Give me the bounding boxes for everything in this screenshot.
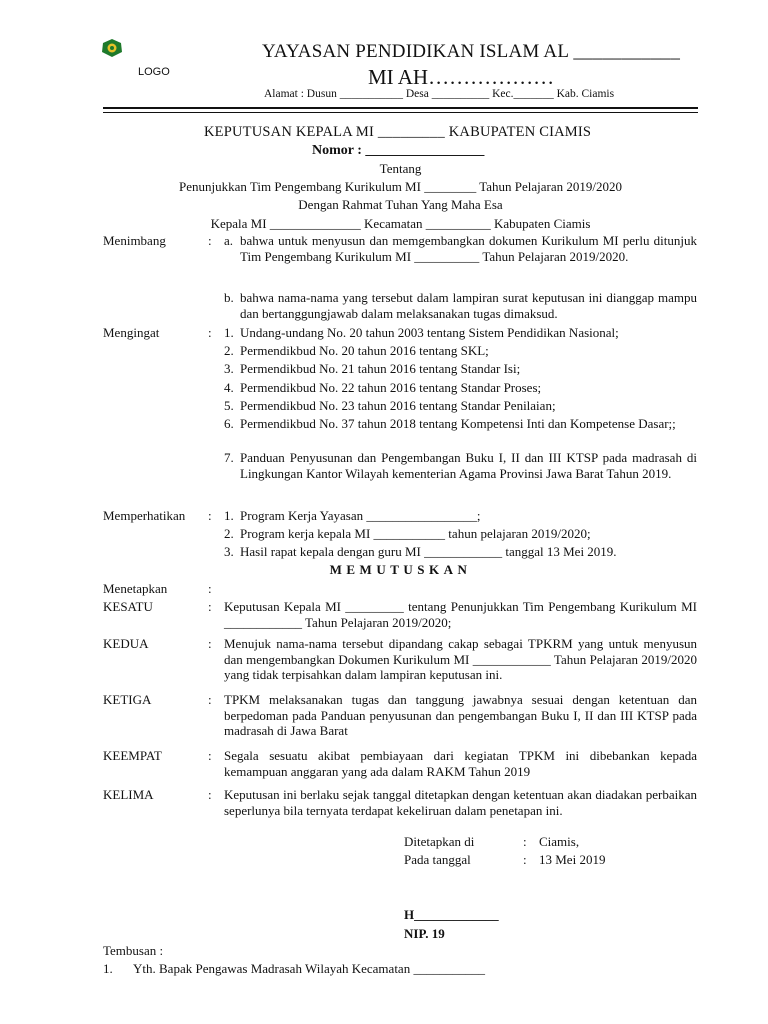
memperhatikan-label: Memperhatikan [103,508,186,523]
menimbang-item: bahwa untuk menyusun dan memgembangkan dokumen Kurikulum MI perlu ditunjuk Tim Pengembang Kurikulum MI __________ Tahun Pelajaran 2019/2020. [240,233,697,264]
kedua-label: KEDUA [103,636,149,651]
kelima-label: KELIMA [103,787,154,802]
mengingat-item: Permendikbud No. 20 tahun 2016 tentang SKL; [240,343,489,358]
colon: : [208,581,212,596]
colon: : [208,325,212,340]
kelima-text: Keputusan ini berlaku sejak tanggal ditetapkan dengan ketentuan akan diadakan perbaikan seperlunya bila ternyata terdapat kekeliruan dalam penetapan ini. [224,787,697,818]
kedua-text: Menujuk nama-nama tersebut dipandang cakap sebagai TPKRM yang untuk menyusun dan mengembangkan Dokumen Kurikulum MI ____________ Tahun Pelajaran 2019/2020 yang tidak terpisahkan dalam lampiran keputusan ini. [224,636,697,682]
colon: : [208,508,212,523]
keempat-text: Segala sesuatu akibat pembiayaan dari kegiatan TPKM ini dibebankan kepada kemampuan anggaran yang ada dalam RAKM Tahun 2019 [224,748,697,779]
list-marker: 3. [224,544,234,559]
place-value: Ciamis, [539,834,580,849]
kesatu-text: Keputusan Kepala MI _________ tentang Penunjukkan Tim Pengembang Kurikulum MI ____________ Tahun Pelajaran 2019/2020; [224,599,697,630]
colon: : [208,692,212,707]
list-marker: 7. [224,450,234,465]
list-marker: 1. [224,325,234,340]
header-rule-thick [103,107,698,109]
tembusan-item: Yth. Bapak Pengawas Madrasah Wilayah Kecamatan ___________ [133,961,485,976]
header-rule-thin [103,112,698,113]
memutuskan-heading: MEMUTUSKAN [329,562,472,577]
place-label: Ditetapkan di [404,834,475,849]
mengingat-item: Panduan Penyusunan dan Pengembangan Buku I, II dan III KTSP pada madrasah di Lingkungan Kantor Wilayah kementerian Agama Provinsi Jawa Barat Tahun 2019. [240,450,697,481]
address-line: Alamat : Dusun ___________ Desa __________ Kec._______ Kab. Ciamis [264,88,615,100]
memperhatikan-item: Hasil rapat kepala dengan guru MI ____________ tanggal 13 Mei 2019. [240,544,617,559]
list-marker: 4. [224,380,234,395]
colon: : [208,233,212,248]
signatory-nip: NIP. 19 [404,926,445,941]
rahmat-line: Dengan Rahmat Tuhan Yang Maha Esa [298,197,503,212]
colon: : [523,852,527,867]
list-marker: 1. [224,508,234,523]
list-marker: 3. [224,361,234,376]
decree-title: KEPUTUSAN KEPALA MI _________ KABUPATEN CIAMIS [204,124,592,140]
menimbang-label: Menimbang [103,233,166,248]
colon: : [208,787,212,802]
list-marker: 6. [224,416,234,431]
mengingat-item: Permendikbud No. 37 tahun 2018 tentang Kompetensi Inti dan Kompetense Dasar;; [240,416,676,431]
kesatu-label: KESATU [103,599,153,614]
ketiga-label: KETIGA [103,692,152,707]
colon: : [208,748,212,763]
foundation-name: YAYASAN PENDIDIKAN ISLAM AL ___________ [262,41,681,62]
list-marker: 2. [224,343,234,358]
memperhatikan-item: Program kerja kepala MI ___________ tahun pelajaran 2019/2020; [240,526,591,541]
colon: : [523,834,527,849]
tembusan-label: Tembusan : [103,943,164,958]
decree-subject: Penunjukkan Tim Pengembang Kurikulum MI ________ Tahun Pelajaran 2019/2020 [179,179,622,194]
tentang-label: Tentang [379,161,422,176]
date-label: Pada tanggal [404,852,471,867]
colon: : [208,636,212,651]
keempat-label: KEEMPAT [103,748,162,763]
list-marker: b. [224,290,234,305]
memperhatikan-item: Program Kerja Yayasan _________________; [240,508,481,523]
ketiga-text: TPKM melaksanakan tugas dan tanggung jawabnya sesuai dengan ketentuan dan berpedoman pada Panduan penyusunan dan pengembangan Buku I, II dan III KTSP pada madrasah di Jawa Barat [224,692,697,738]
colon: : [208,599,212,614]
kepala-line: Kepala MI ______________ Kecamatan __________ Kabupaten Ciamis [210,216,591,231]
list-marker: 2. [224,526,234,541]
mengingat-item: Permendikbud No. 22 tahun 2016 tentang Standar Proses; [240,380,542,395]
decree-number: Nomor : _________________ [312,143,485,158]
signatory-name: H_____________ [404,907,499,922]
mengingat-item: Permendikbud No. 21 tahun 2016 tentang Standar Isi; [240,361,521,376]
list-marker: a. [224,233,234,248]
menimbang-item: bahwa nama-nama yang tersebut dalam lampiran surat keputusan ini dianggap mampu dan bertanggungjawab dalam melaksanakan tugas dimaksud. [240,290,697,321]
mengingat-item: Undang-undang No. 20 tahun 2003 tentang Sistem Pendidikan Nasional; [240,325,619,340]
mengingat-item: Permendikbud No. 23 tahun 2016 tentang Standar Penilaian; [240,398,556,413]
school-name: MI AH……………… [368,65,555,89]
mengingat-label: Mengingat [103,325,160,340]
ministry-emblem-icon [101,38,123,58]
list-marker: 1. [103,961,113,976]
list-marker: 5. [224,398,234,413]
logo-label: LOGO [138,66,170,78]
date-value: 13 Mei 2019 [539,852,606,867]
menetapkan-label: Menetapkan [103,581,168,596]
